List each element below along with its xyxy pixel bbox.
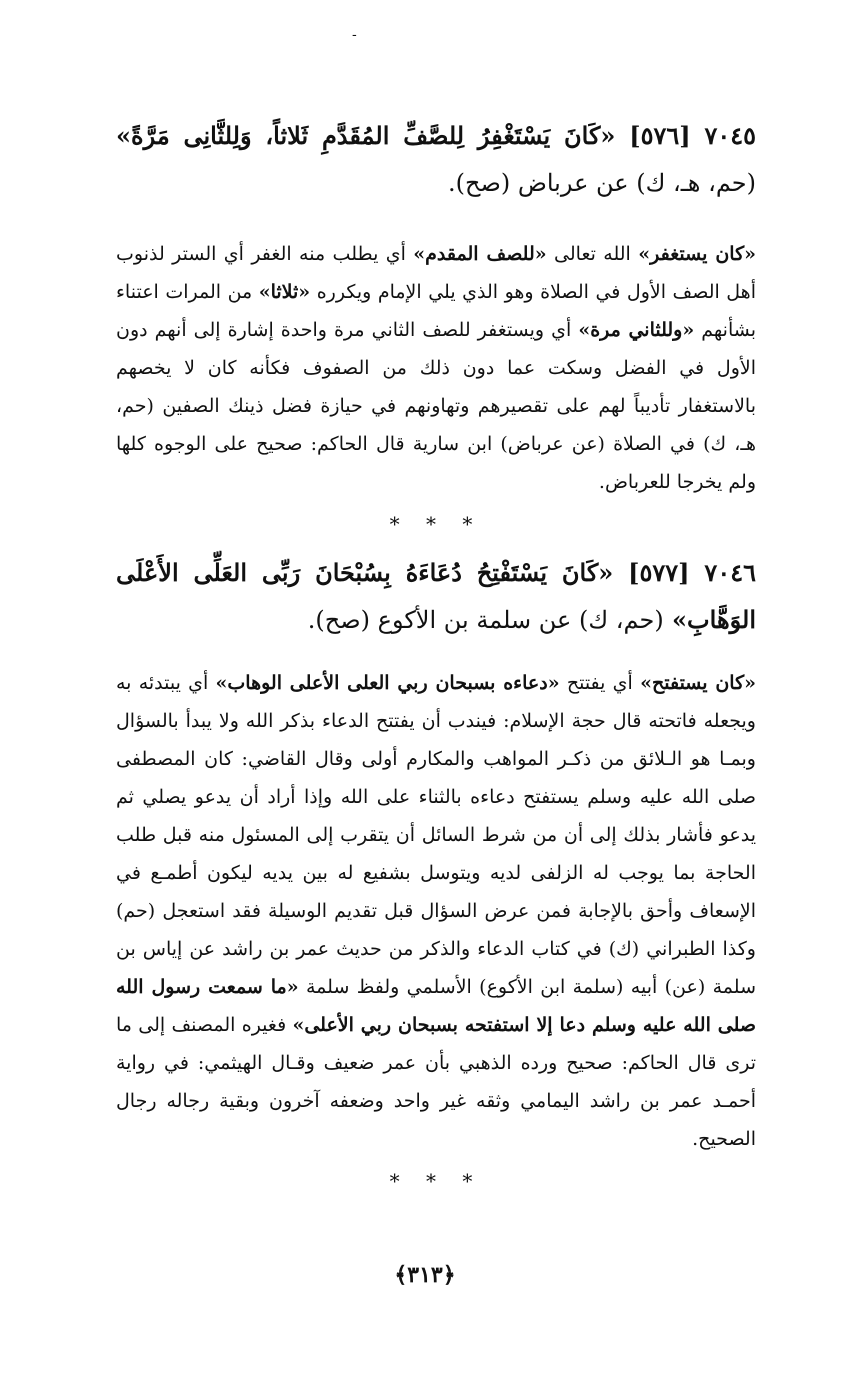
commentary-quote: «ما سمعت رسول الله صلى الله عليه وسلم دعا إلا استفتحه بسبحان ربي الأعلى»: [116, 976, 756, 1036]
commentary-quote: «دعاءه بسبحان ربي العلى الأعلى الوهاب»: [215, 672, 560, 694]
section-separator: * * *: [389, 1169, 483, 1193]
hadith-number: ٧٠٤٥: [704, 121, 757, 150]
commentary-text: فغيره المصنف إلى ما ترى قال الحاكم: صحيح ورده الذهبي بأن عمر ضعيف وقـال الهيثمي: في رواية أحمـد عمر بن راشد اليمامي وثقه غير واحد وضعفه آخرون وبقية رجاله رجال الصحيح.: [116, 1014, 756, 1150]
page-content: [116, 112, 756, 1206]
commentary-7045: [116, 235, 756, 501]
page-number: ﴿٣١٣﴾: [394, 1262, 456, 1288]
hadith-ref: [٥٧٦]: [629, 121, 691, 150]
commentary-text: من المرات اعتناء بشأنهم: [116, 281, 757, 341]
commentary-text: أي يبتدئه به ويجعله فاتحته قال حجة الإسلام: فيندب أن يفتتح الدعاء بذكر الله ولا يبدأ بالسؤال وبمـا هو الـلائق من ذكـر المواهب والمكارم أولى وقال القاضي: كان المصطفى صلى الله عليه وسلم يستفتح دعاءه بالثناء على الله وإذا أراد أن يدعو يصلي ثم يدعو فأشار بذلك إلى أن من شرط السائل أن يتقرب إلى المسئول منه قبل طلب الحاجة بما يوجب له الزلفى لديه ويتوسل بشفيع له بين يديه ليكون أطمـع في الإسعاف وأحق بالإجابة فمن عرض السؤال قبل تقديم الوسيلة فقد استعجل (حم) وكذا الطبراني (ك) في كتاب الدعاء والذكر من حديث عمر بن راشد عن إياس بن سلمة (عن) أبيه (سلمة ابن الأكوع) الأسلمي ولفظ سلمة: [116, 672, 756, 998]
hadith-sources: (حم، ك) عن سلمة بن الأكوع (صح).: [307, 606, 664, 634]
hadith-entry-7045: [116, 112, 756, 207]
hadith-number: ٧٠٤٦: [704, 558, 756, 587]
hadith-text: «كَانَ يَسْتَفْتِحُ دُعَاءَهُ بِسُبْحَانَ رَبِّى العَلِّى الأَعْلَى الوَهَّابِ»: [116, 558, 756, 634]
hadith-ref: [٥٧٧]: [628, 558, 690, 587]
commentary-quote: «وللثاني مرة»: [578, 319, 695, 341]
hadith-sources: (حم، هـ، ك) عن عرباض (صح).: [447, 169, 756, 197]
commentary-text: أي يفتتح: [559, 672, 641, 694]
commentary-quote: «كان يستفتح»: [640, 672, 757, 694]
commentary-text: الله تعالى: [546, 243, 639, 265]
section-separator: * * *: [389, 512, 483, 536]
hadith-text: «كَانَ يَسْتَغْفِرُ لِلصَّفِّ المُقَدَّمِ ثَلاثاً، وَلِلثَّانِى مَرَّةً»: [116, 121, 616, 150]
commentary-text: أي يطلب منه الغفر أي الستر لذنوب أهل الصف الأول في الصلاة وهو الذي يلي الإمام ويكرره: [116, 243, 756, 303]
commentary-7046: [116, 664, 756, 1158]
commentary-quote: «ثلاثا»: [258, 281, 311, 303]
commentary-quote: «للصف المقدم»: [413, 243, 547, 265]
top-mark: -: [352, 27, 357, 43]
commentary-text: أي ويستغفر للصف الثاني مرة واحدة إشارة إلى أنهم دون الأول في الفضل وسكت عما دون ذلك من الصفوف فكأنه كان لا يخصهم بالاستغفار تأديباً لهم على تقصيرهم وتهاونهم في حيازة فضل ذينك الصفين (حم، هـ، ك) في الصلاة (عن عرباض) ابن سارية قال الحاكم: صحيح على الوجوه كلها ولم يخرجا للعرباض.: [116, 319, 756, 493]
commentary-quote: «كان يستغفر»: [638, 243, 756, 265]
hadith-entry-7046: [116, 549, 756, 644]
